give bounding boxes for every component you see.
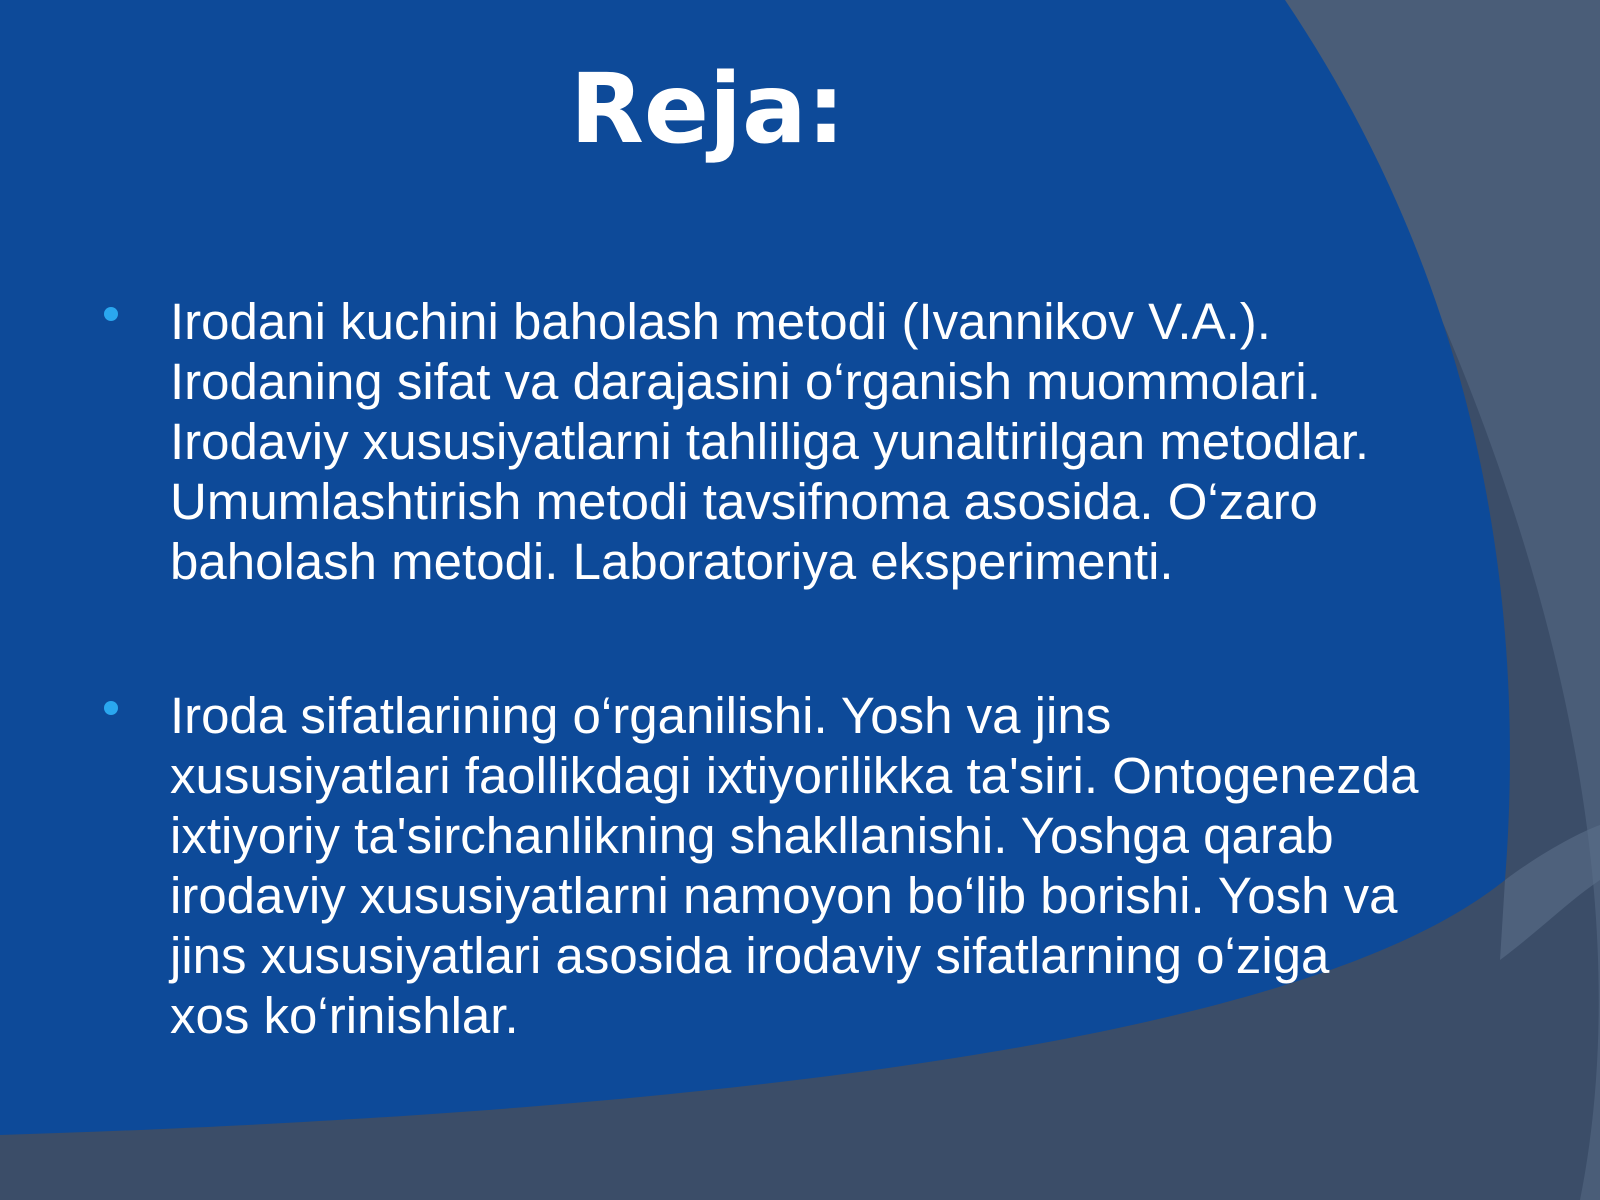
bullet-dot-icon — [104, 307, 118, 321]
slide-title: Reja: — [570, 53, 846, 165]
bullet-text: Iroda sifatlarining o‘rganilishi. Yosh va jins xususiyatlari faollikdagi ixtiyorilikka ta'siri. Ontogenezda ixtiyoriy ta'sirchanlikning shakllanishi. Yoshga qarab irodaviy xususiyatlarni namoyon bo‘lib borishi. Yosh va jins xususiyatlari asosida irodaviy sifatlarning o‘ziga xos ko‘rinishlar. — [170, 687, 1419, 1044]
bullet-item — [170, 686, 1550, 1046]
bullet-item — [170, 292, 1550, 592]
bullet-dot-icon — [104, 701, 118, 715]
bullet-text: Irodani kuchini baholash metodi (Ivannikov V.A.). Irodaning sifat va darajasini o‘rganish muommolari. Irodaviy xususiyatlarni tahliliga yunaltirilgan metodlar. Umumlashtirish metodi tavsifnoma asosida. O‘zaro baholash metodi. Laboratoriya eksperimenti. — [170, 293, 1370, 590]
